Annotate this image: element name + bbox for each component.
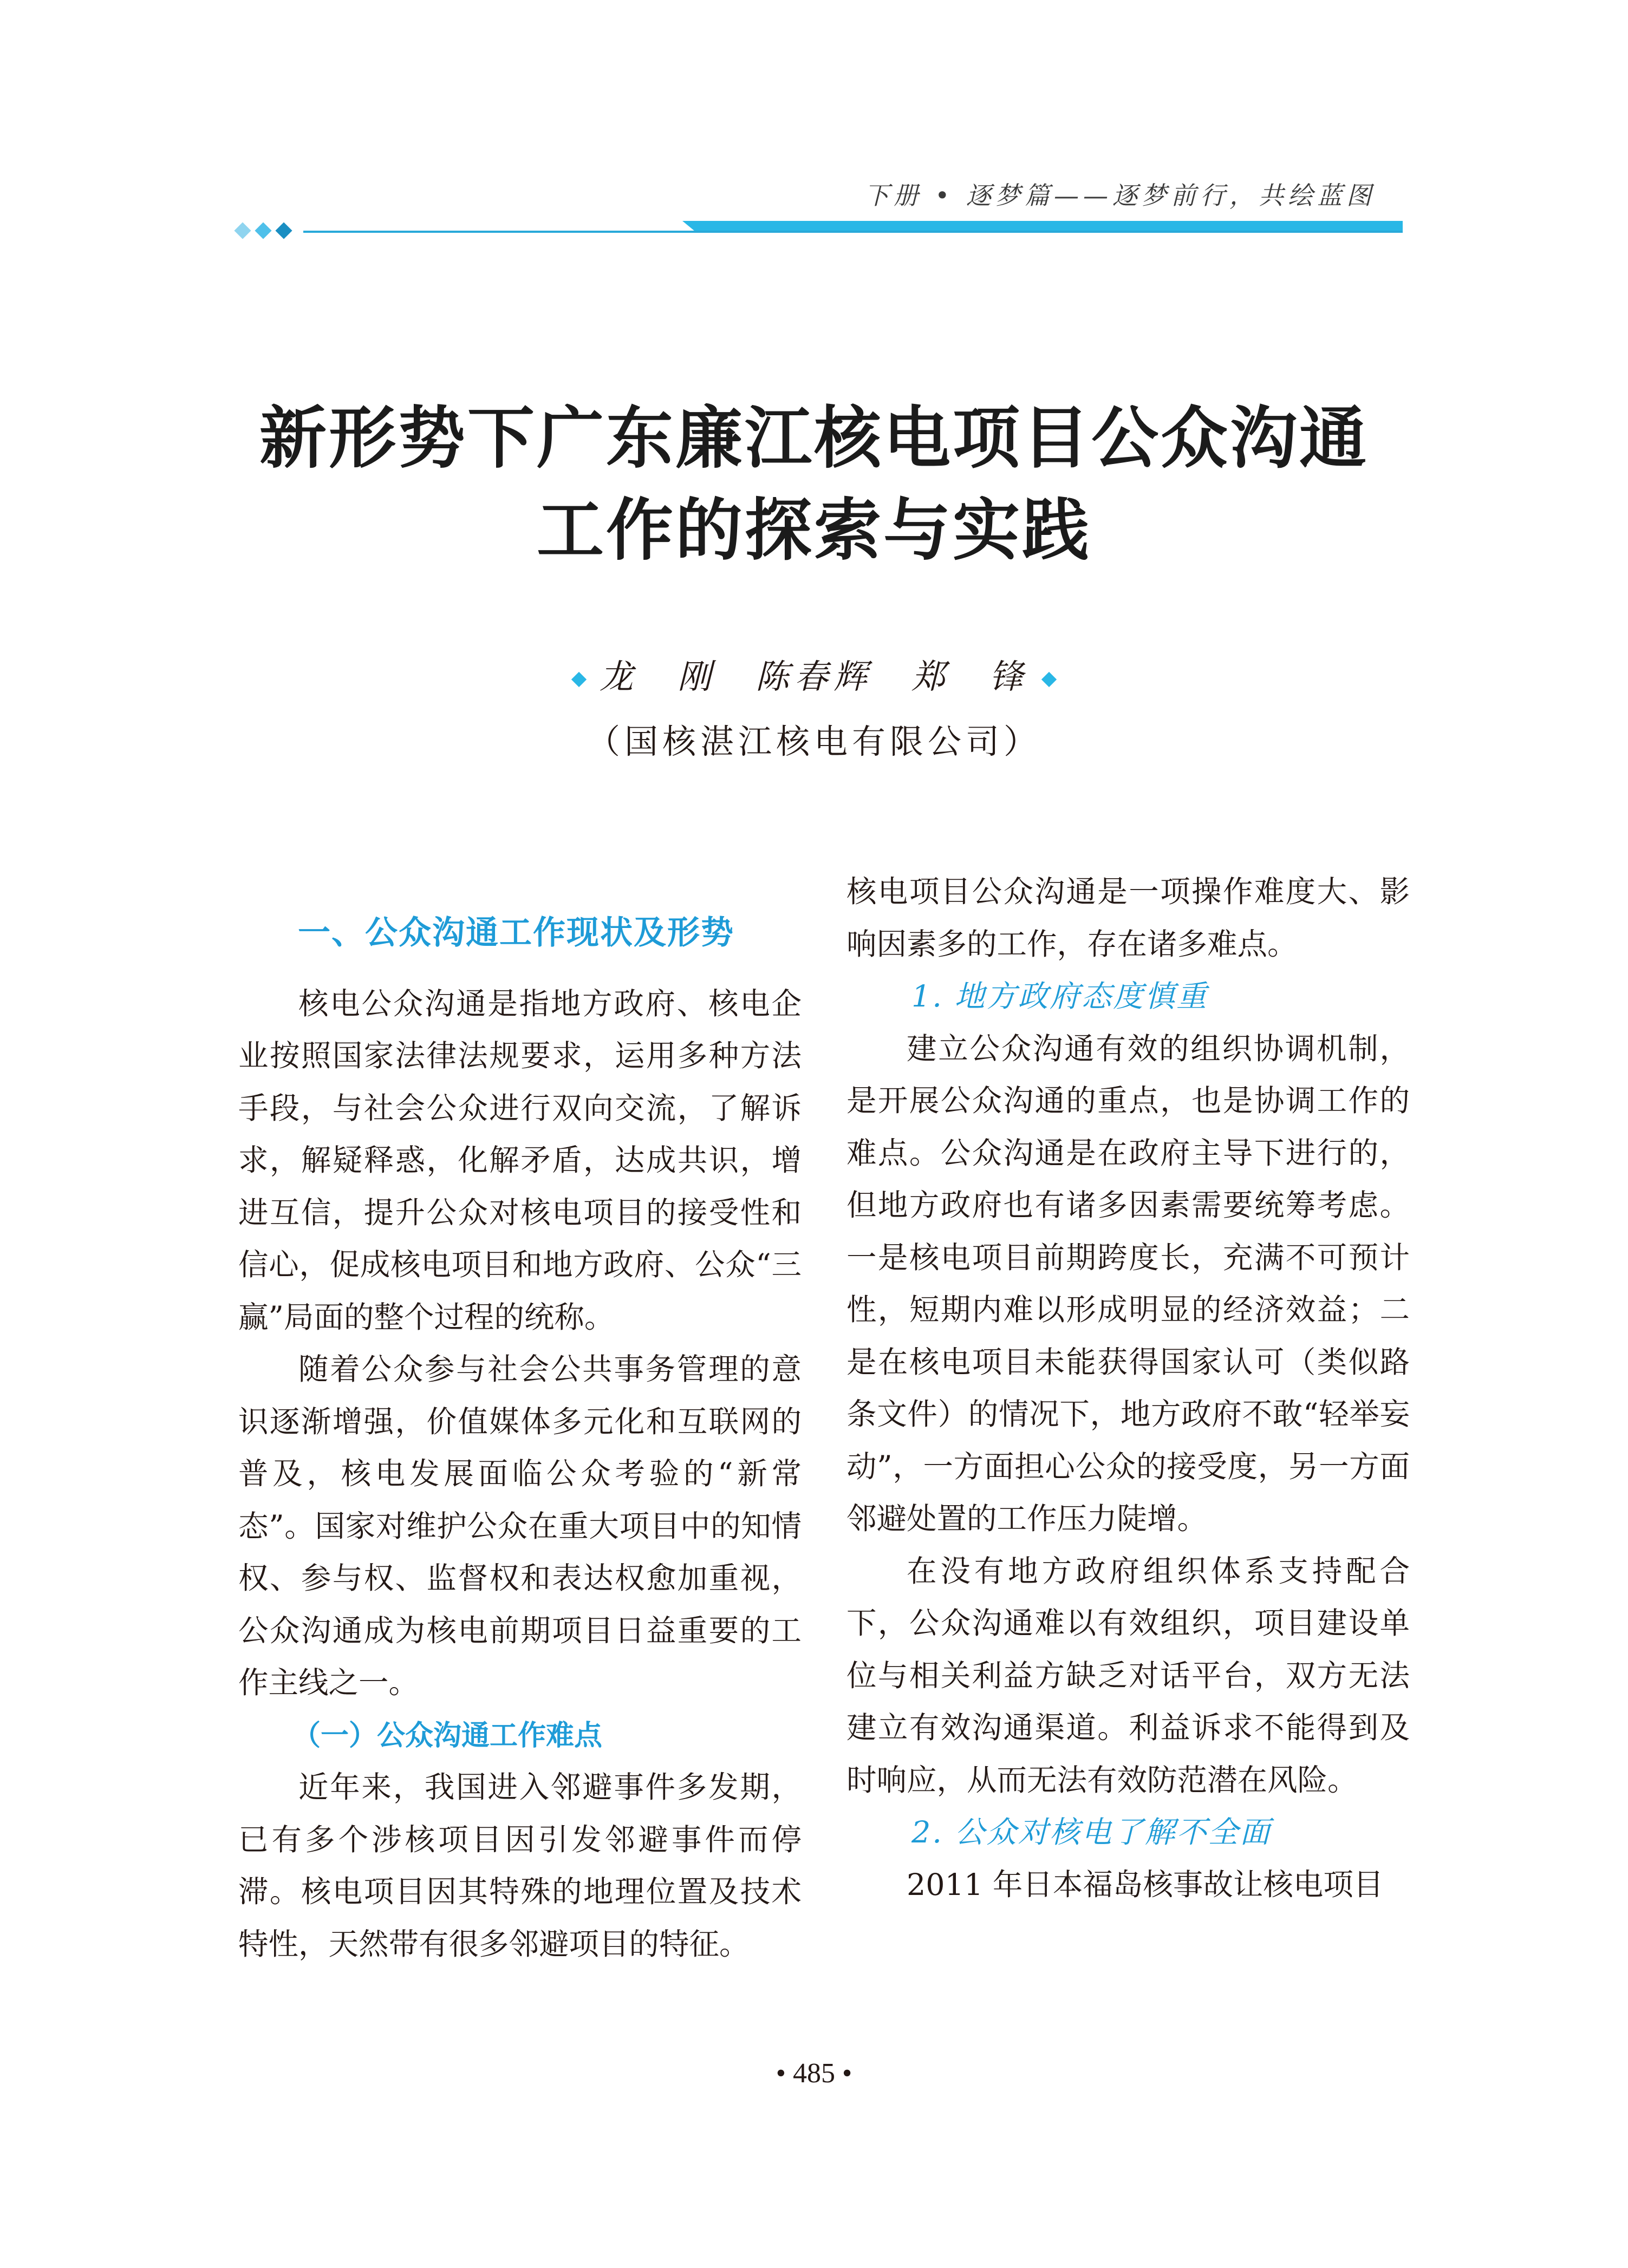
subsection-heading: （一）公众沟通工作难点 <box>292 1719 603 1752</box>
page-number: • 485 • <box>776 2058 852 2089</box>
diamond-icon <box>1041 672 1057 687</box>
left-column <box>238 866 802 1971</box>
diamond-icon <box>275 222 292 239</box>
section-heading: 一、公众沟通工作现状及形势 <box>298 914 734 952</box>
article-title <box>162 393 1466 577</box>
diamond-icon <box>571 672 587 687</box>
paragraph: 建立公众沟通有效的组织协调机制，是开展公众沟通的重点，也是协调工作的难点。公众沟通是在政府主导下进行的，但地方政府也有诸多因素需要统筹考虑。一是核电项目前期跨度长，充满不可预计性，短期内难以形成明显的经济效益；二是在核电项目未能获得国家认可（类似路条文件）的情况下，地方政府不敢“轻举妄动”，一方面担心公众的接受度，另一方面邻避处置的工作压力陡增。 <box>846 1031 1410 1537</box>
title-line-2: 工作的探索与实践 <box>536 492 1091 570</box>
author-line <box>542 650 1086 698</box>
affiliation: （国核湛江核电有限公司） <box>586 722 1041 761</box>
header-diamond-icons <box>237 225 290 237</box>
paragraph: 核电公众沟通是指地方政府、核电企业按照国家法律法规要求，运用多种方法手段，与社会公众进行双向交流，了解诉求，解疑释惑，化解矛盾，达成共识，增进互信，提升公众对核电项目的接受性和信心，促成核电项目和地方政府、公众“三赢”局面的整个过程的统称。 <box>238 986 802 1335</box>
item-heading: 1. 地方政府态度慎重 <box>911 979 1208 1014</box>
paragraph-continued: 核电项目公众沟通是一项操作难度大、影响因素多的工作，存在诸多难点。 <box>846 874 1410 962</box>
paragraph: 随着公众参与社会公共事务管理的意识逐渐增强，价值媒体多元化和互联网的普及，核电发展面临公众考验的“新常态”。国家对维护公众在重大项目中的知情权、参与权、监督权和表达权愈加重视，公众沟通成为核电前期项目日益重要的工作主线之一。 <box>238 1352 802 1701</box>
running-header: 下册 • 逐梦篇——逐梦前行，共绘蓝图 <box>864 181 1376 210</box>
header-rule <box>303 231 1403 233</box>
paragraph: 2011 年日本福岛核事故让核电项目 <box>907 1867 1384 1903</box>
item-heading: 2. 公众对核电了解不全面 <box>911 1815 1272 1850</box>
diamond-icon <box>234 222 251 239</box>
title-line-1: 新形势下广东廉江核电项目公众沟通 <box>259 400 1369 478</box>
paragraph: 在没有地方政府组织体系支持配合下，公众沟通难以有效组织，项目建设单位与相关利益方缺乏对话平台，双方无法建立有效沟通渠道。利益诉求不能得到及时响应，从而无法有效防范潜在风险。 <box>846 1553 1410 1798</box>
authors: 龙 刚 陈春辉 郑 锋 <box>599 657 1028 696</box>
paragraph: 近年来，我国进入邻避事件多发期，已有多个涉核项目因引发邻避事件而停滞。核电项目因其特殊的地理位置及技术特性，天然带有很多邻避项目的特征。 <box>238 1770 802 1962</box>
right-column <box>846 866 1410 1911</box>
diamond-icon <box>255 222 271 239</box>
